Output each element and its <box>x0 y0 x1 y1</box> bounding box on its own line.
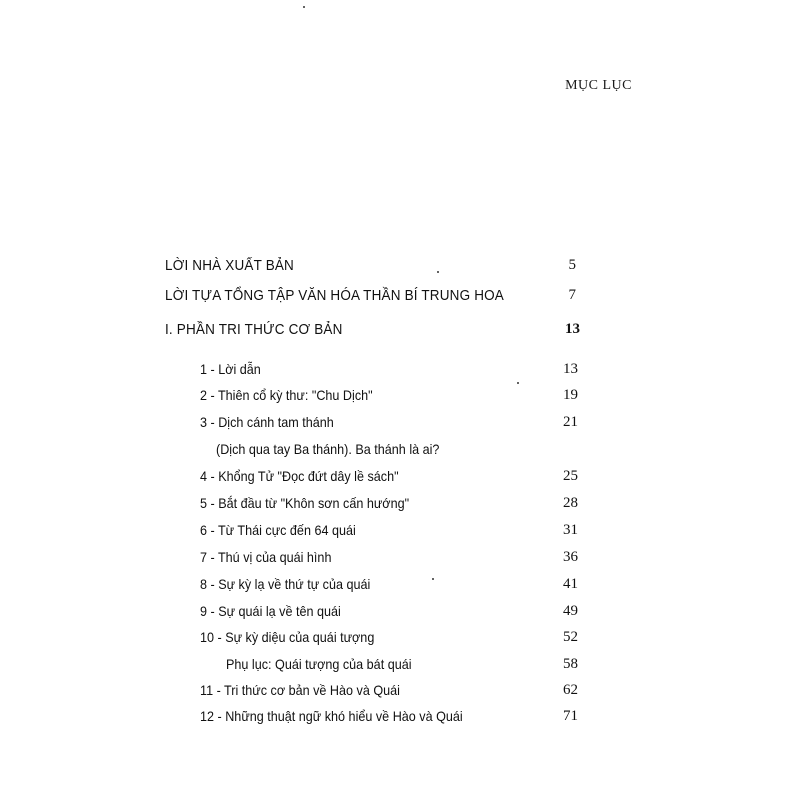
toc-entry-label: 7 - Thú vị của quái hình <box>200 549 332 565</box>
toc-entry-label: I. PHẦN TRI THỨC CƠ BẢN <box>165 321 343 338</box>
toc-entry-page: 13 <box>563 361 578 377</box>
toc-entry-page: 28 <box>563 495 578 511</box>
toc-entry-label: 5 - Bắt đầu từ "Khôn sơn cấn hướng" <box>200 495 410 511</box>
toc-entry-page: 7 <box>568 287 576 303</box>
toc-entry-page: 52 <box>563 629 578 645</box>
toc-entry <box>0 549 800 573</box>
toc-entry-page: 41 <box>563 576 578 592</box>
toc-entry <box>0 287 800 311</box>
toc-entry-label: 9 - Sự quái lạ về tên quái <box>200 603 341 619</box>
toc-entry-label: LỜI NHÀ XUẤT BẢN <box>165 257 294 274</box>
toc-entry <box>0 708 800 732</box>
toc-entry <box>0 441 800 465</box>
toc-entry-label: 4 - Khổng Tử "Đọc đứt dây lề sách" <box>200 468 399 484</box>
toc-entry <box>0 629 800 653</box>
toc-entry-page: 13 <box>565 321 580 337</box>
toc-entry-page: 36 <box>563 549 578 565</box>
toc-entry-page: 5 <box>568 257 576 273</box>
toc-entry <box>0 656 800 680</box>
scan-speck <box>303 6 305 8</box>
toc-entry-label: 3 - Dịch cánh tam thánh <box>200 414 334 430</box>
toc-entry-page: 31 <box>563 522 578 538</box>
toc-entry-label: 11 - Tri thức cơ bản về Hào và Quái <box>200 682 400 698</box>
toc-entry-label: 2 - Thiên cổ kỳ thư: "Chu Dịch" <box>200 387 373 403</box>
scan-speck <box>432 578 434 580</box>
toc-entry <box>0 361 800 385</box>
toc-entry <box>0 468 800 492</box>
toc-entry <box>0 522 800 546</box>
toc-entry-label: (Dịch qua tay Ba thánh). Ba thánh là ai? <box>216 441 440 457</box>
toc-entry <box>0 321 800 345</box>
toc-entry-page: 25 <box>563 468 578 484</box>
toc-entry <box>0 682 800 706</box>
toc-entry-label: 10 - Sự kỳ diệu của quái tượng <box>200 629 375 645</box>
toc-entry-label: LỜI TỰA TỔNG TẬP VĂN HÓA THẦN BÍ TRUNG HOA <box>165 287 505 304</box>
toc-entry <box>0 576 800 600</box>
toc-entry-label: Phụ lục: Quái tượng của bát quái <box>226 656 412 672</box>
scan-speck <box>517 382 519 384</box>
toc-entry-page: 19 <box>563 387 578 403</box>
toc-entry <box>0 603 800 627</box>
toc-entry-page: 62 <box>563 682 578 698</box>
toc-entry <box>0 387 800 411</box>
scan-speck <box>437 271 439 273</box>
toc-entry <box>0 257 800 281</box>
page-header-title: MỤC LỤC <box>565 78 632 93</box>
toc-entry-page: 49 <box>563 603 578 619</box>
toc-entry-label: 6 - Từ Thái cực đến 64 quái <box>200 522 356 538</box>
toc-entry-label: 8 - Sự kỳ lạ về thứ tự của quái <box>200 576 371 592</box>
toc-entry <box>0 495 800 519</box>
toc-entry <box>0 414 800 438</box>
toc-entry-label: 1 - Lời dẫn <box>200 361 261 377</box>
toc-entry-page: 21 <box>563 414 578 430</box>
toc-entry-page: 58 <box>563 656 578 672</box>
toc-entry-label: 12 - Những thuật ngữ khó hiểu về Hào và Quái <box>200 708 463 724</box>
toc-entry-page: 71 <box>563 708 578 724</box>
